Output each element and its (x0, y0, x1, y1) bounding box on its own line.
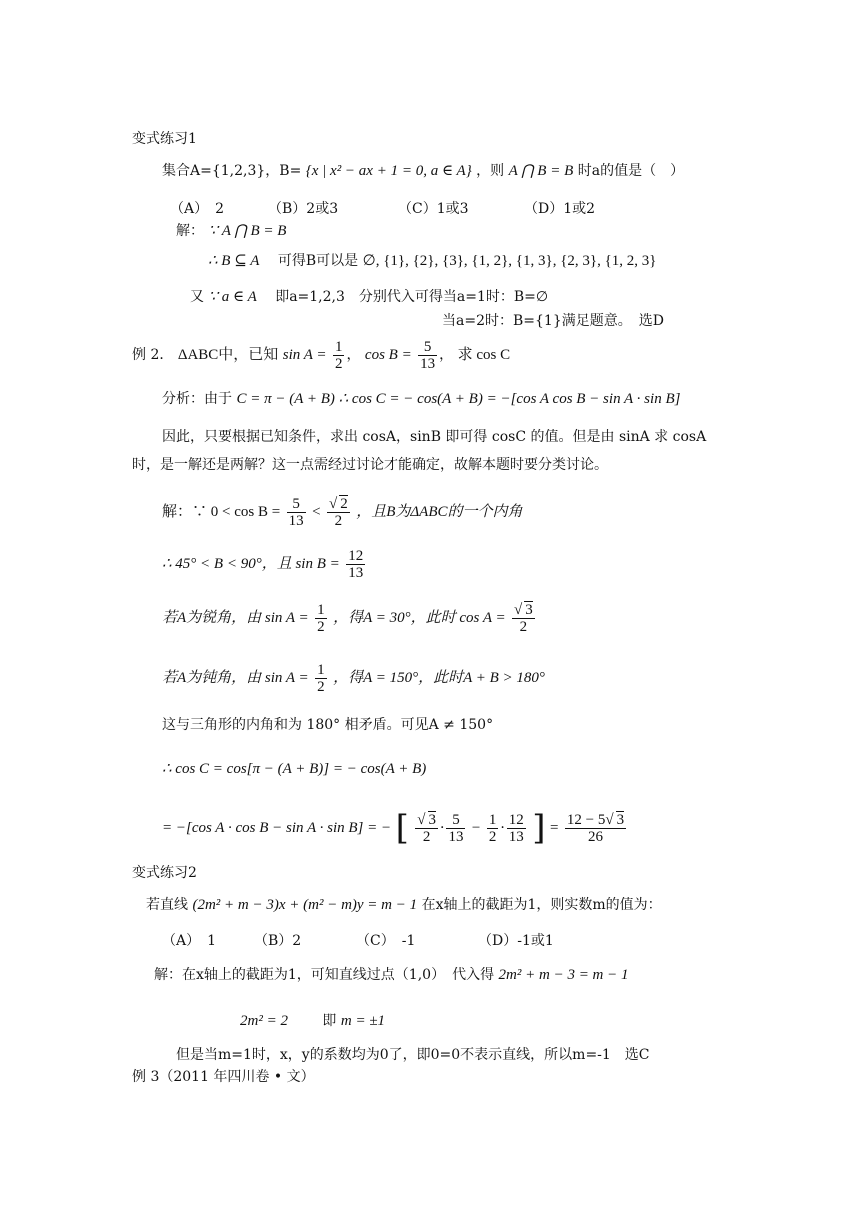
option-a: （A） 2 (170, 201, 225, 217)
line-equation-math: (2m² + m − 3)x + (m² − m)y = m − 1 (192, 897, 418, 913)
analysis-math: C = π − (A + B) ∴ cos C = − cos(A + B) = −[cos A cos B − sin A · sin B] (236, 391, 681, 407)
example-label: 例 2． (132, 347, 174, 363)
fraction-five-thirteenths: $\frac{5}{13}$ (448, 811, 464, 845)
option-b: （B）2 (254, 933, 302, 949)
sin-a-math: sin A = (282, 347, 327, 363)
fraction-twelve-thirteenths: $\frac{12}{13}$ (348, 547, 364, 581)
solution-3-line-3: 但是当m=1时，x，y的系数均为0了，即0=0不表示直线，所以m=-1 选C (176, 1047, 650, 1063)
ask-math: 求 cos C (457, 347, 511, 363)
exercise-2-question (146, 896, 662, 914)
fraction-twelve-thirteenths: $\frac{12}{13}$ (508, 811, 524, 845)
option-c: （C）1或3 (398, 201, 469, 217)
set-b-math: {x | x² − ax + 1 = 0, a ∈ A} (305, 163, 472, 179)
option-c: （C） -1 (356, 933, 416, 949)
solution-text: 又 (190, 289, 204, 305)
solution-math: 2m² = 2 (240, 1013, 288, 1029)
solution-math: ∴ B ⊆ A (208, 253, 260, 269)
fraction-one-half: $\frac{1}{2}$ (317, 661, 325, 695)
solution-2-line-7: = −[cos A · cos B − sin A · sin B] = − [ $\frac{√ 3}{2}$ · $\frac{5}{13}$ − $\frac{1}{2}$ · $\frac{12}{13}$ ] = $\frac{12 - 5√ 3}{26}$ (162, 808, 625, 848)
solution-sets: ∅, {1}, {2}, {3}, {1, 2}, {1, 3}, {2, 3}, {1, 2, 3} (362, 253, 657, 269)
solution-1-line-3 (190, 288, 548, 306)
exercise-1-title: 变式练习1 (132, 131, 197, 147)
solution-text: 即 (322, 1013, 337, 1029)
example-3-title: 例 3（2011 年四川卷 • 文） (132, 1069, 315, 1085)
option-a: （A） 1 (162, 933, 217, 949)
solution-3-line-1 (154, 966, 629, 984)
solution-1-line-2 (208, 252, 657, 270)
solution-text: 可得B可以是 (277, 253, 359, 269)
option-b: （B）2或3 (268, 201, 339, 217)
solution-1-line-4: 当a=2时：B={1}满足题意。 选D (442, 313, 664, 329)
paragraph-line-1: 因此，只要根据已知条件，求出 cosA，sinB 即可得 cosC 的值。但是由 sinA 求 cosA (162, 429, 707, 445)
solution-3-line-2 (240, 1012, 385, 1030)
solution-2-line-6: ∴ cos C = cos[π − (A + B)] = − cos(A + B) (162, 761, 427, 777)
solution-2-line-2 (162, 546, 367, 582)
fraction-root3-over-2: $\frac{√ 3}{2}$ (514, 602, 533, 635)
solution-text: ，且B为ΔABC的一个内角 (356, 504, 523, 520)
solution-math: m = ±1 (340, 1013, 386, 1029)
exercise-2-title: 变式练习2 (132, 865, 197, 881)
solution-label: 解： (176, 223, 204, 239)
question-text: 时a的值是（ ） (577, 163, 685, 179)
solution-1-line-1 (176, 222, 286, 240)
paragraph-line-2: 时，是一解还是两解？这一点需经过讨论才能确定，故解本题时要分类讨论。 (132, 457, 608, 473)
solution-math: 若A为锐角，由 sin A = (162, 610, 309, 626)
fraction-one-half: $\frac{1}{2}$ (334, 338, 343, 372)
question-text: 集合A={1,2,3}，B= (162, 163, 302, 179)
fraction-root3-over-2: $\frac{√ 3}{2}$ (417, 812, 437, 845)
fraction-five-thirteenths: $\frac{5}{13}$ (288, 495, 304, 529)
fraction-five-thirteenths: $\frac{5}{13}$ (420, 338, 436, 372)
question-text: 若直线 (146, 897, 188, 913)
condition-math: A ⋂ B = B (508, 163, 574, 179)
analysis-label: 分析：由于 (162, 391, 232, 407)
solution-2-line-5: 这与三角形的内角和为 180° 相矛盾。可见A ≠ 150° (162, 717, 494, 733)
solution-math: = −[cos A · cos B − sin A · sin B] = − (162, 820, 392, 836)
example-2-title: 例 2． ΔABC中，已知 sin A = $\frac{1}{2}$ ， cos B = $\frac{5}{13}$ ， 求 cos C (132, 338, 511, 372)
solution-2-line-4 (162, 660, 545, 696)
solution-math: ，得A = 30°，此时 cos A = (333, 610, 506, 626)
option-d: （D）1或2 (524, 201, 596, 217)
solution-2-line-3 (162, 600, 537, 636)
exercise-1-question (162, 162, 684, 180)
fraction-final-result: $\frac{12 - 5√ 3}{26}$ (566, 812, 625, 845)
solution-2-line-1: 解：∵ 0 < cos B = $\frac{5}{13}$ < $\frac{√ 2}{2}$ ，且B为ΔABC的一个内角 (162, 495, 523, 529)
solution-math: 2m² + m − 3 = m − 1 (498, 967, 629, 983)
analysis-line (162, 390, 680, 408)
solution-math: 解：∵ 0 < cos B = (162, 504, 281, 520)
option-d: （D）-1或1 (478, 933, 554, 949)
example-text: ΔABC中，已知 (177, 347, 279, 363)
solution-text: 即a=1,2,3 分别代入可得当a=1时：B=∅ (275, 289, 549, 305)
fraction-root2-over-2: $\frac{√ 2}{2}$ (329, 496, 348, 529)
fraction-one-half: $\frac{1}{2}$ (488, 811, 497, 845)
solution-math: ∴ 45° < B < 90°，且 sin B = (162, 556, 340, 572)
solution-math: ∵ A ⋂ B = B (208, 223, 287, 239)
cos-b-math: cos B = (364, 347, 412, 363)
fraction-one-half: $\frac{1}{2}$ (317, 601, 325, 635)
solution-math: 若A为钝角，由 sin A = (162, 670, 309, 686)
question-text: 在x轴上的截距为1，则实数m的值为： (421, 897, 662, 913)
question-text: ，则 (476, 163, 505, 179)
solution-math: ∵ a ∈ A (208, 289, 257, 305)
solution-math: ，得A = 150°，此时A + B > 180° (333, 670, 545, 686)
solution-text: 解：在x轴上的截距为1，可知直线过点（1,0） 代入得 (154, 967, 495, 983)
